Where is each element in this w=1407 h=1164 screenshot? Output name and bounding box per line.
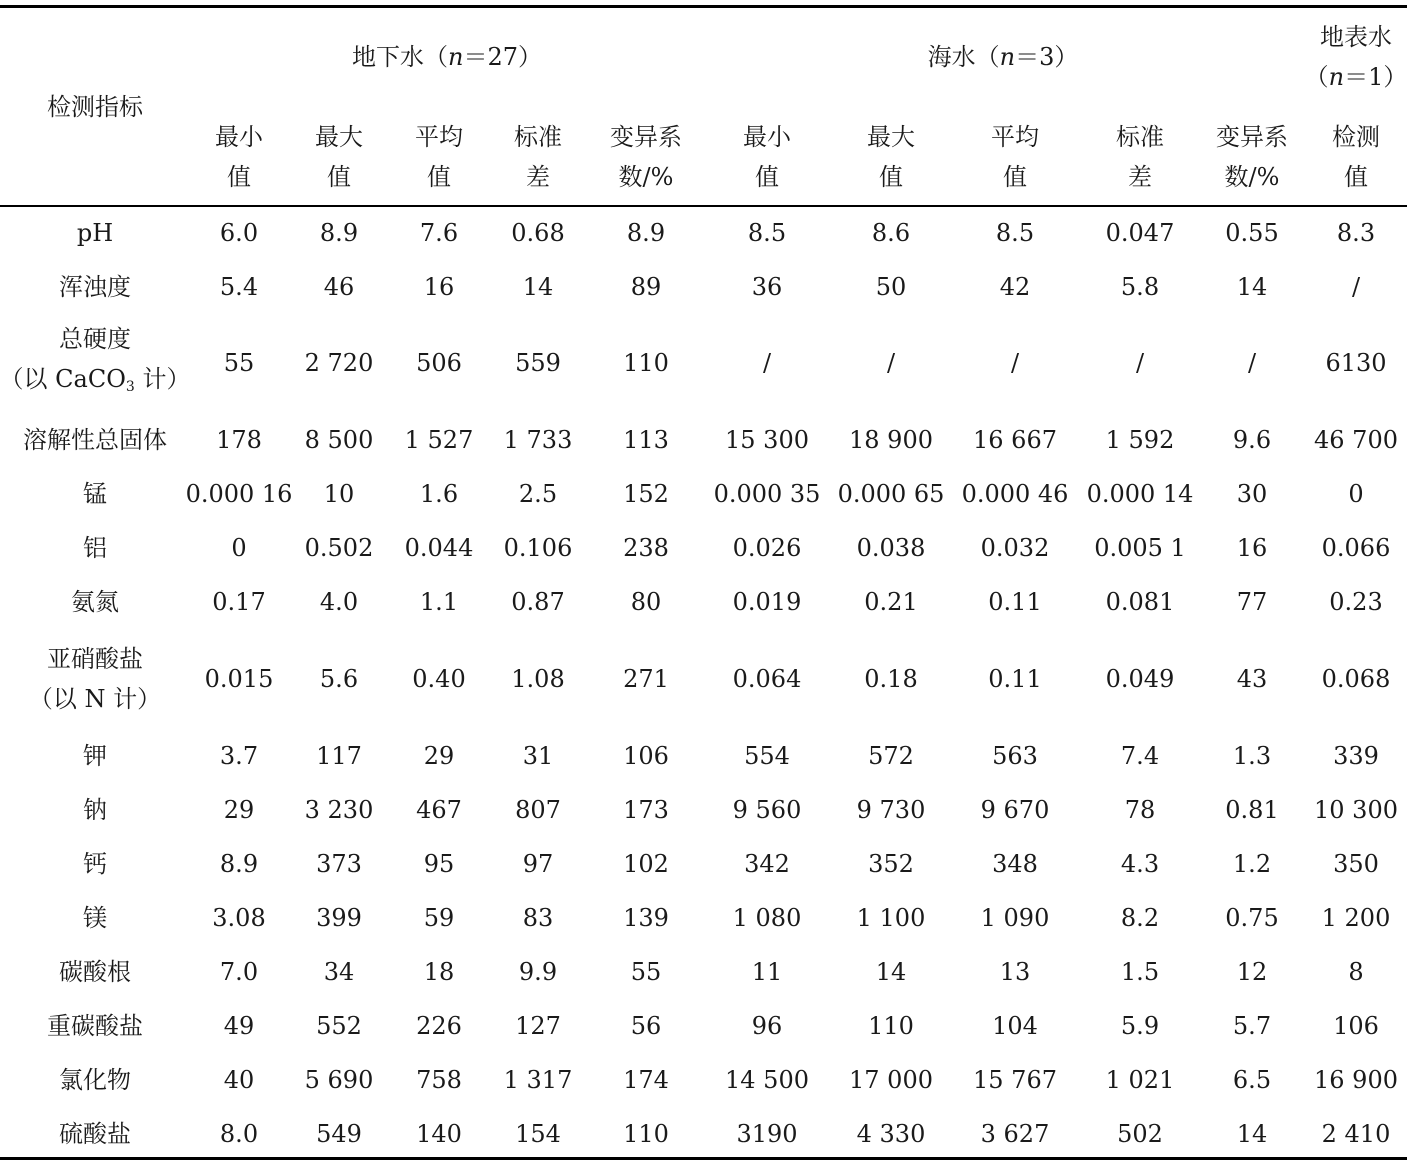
table-cell: 1 021	[1105, 1066, 1175, 1094]
table-cell: 77	[1236, 588, 1268, 616]
header-indicator-label: 检测指标	[47, 93, 143, 121]
table-cell: 1 100	[856, 904, 926, 932]
table-cell: 14 500	[725, 1066, 809, 1094]
subcolumn-header: 检测 值	[1332, 123, 1380, 191]
table-cell: 238	[623, 534, 669, 562]
table-cell: 348	[992, 850, 1038, 878]
table-cell: 399	[316, 904, 362, 932]
table-cell: 18 900	[849, 426, 933, 454]
table-cell: 15 767	[973, 1066, 1057, 1094]
table-cell: 1 317	[503, 1066, 573, 1094]
row-indicator-name: 硫酸盐	[59, 1120, 131, 1148]
table-cell: 8.5	[747, 219, 787, 247]
table-cell: 104	[992, 1012, 1038, 1040]
table-cell: 271	[623, 665, 669, 693]
table-cell: 10 300	[1314, 796, 1398, 824]
table-cell: 178	[216, 426, 262, 454]
table-cell: 13	[999, 958, 1031, 986]
table-cell: 0.026	[732, 534, 802, 562]
table-cell: 0.015	[204, 665, 274, 693]
table-cell: 154	[515, 1120, 561, 1148]
header-surface-water-group: 地表水 （n＝1）	[1304, 23, 1407, 91]
table-cell: 55	[223, 349, 255, 377]
row-indicator-name: 总硬度 （以 CaCO$_3$ 计）	[0, 325, 191, 395]
table-cell: 0.047	[1105, 219, 1175, 247]
table-cell: 16 667	[973, 426, 1057, 454]
table-cell: 0.81	[1225, 796, 1279, 824]
table-cell: 16	[423, 273, 455, 301]
table-cell: 17 000	[849, 1066, 933, 1094]
table-cell: 342	[744, 850, 790, 878]
table-cell: 2 720	[304, 349, 374, 377]
table-cell: 0.005 1	[1094, 534, 1186, 562]
table-cell: 113	[623, 426, 669, 454]
table-cell: 0.000 46	[961, 480, 1069, 508]
table-cell: 95	[423, 850, 455, 878]
table-cell: 5.4	[219, 273, 259, 301]
table-cell: 0.064	[732, 665, 802, 693]
header-groundwater-group: 地下水（n＝27）	[351, 43, 543, 71]
table-cell: 1 200	[1321, 904, 1391, 932]
row-indicator-name: 钙	[83, 850, 107, 878]
table-cell: 0.000 35	[713, 480, 821, 508]
table-cell: 46	[323, 273, 355, 301]
table-cell: 127	[515, 1012, 561, 1040]
table-cell: 4 330	[856, 1120, 926, 1148]
table-cell: 14	[875, 958, 907, 986]
table-cell: 34	[323, 958, 355, 986]
table-cell: 6130	[1325, 349, 1387, 377]
table-cell: 16	[1236, 534, 1268, 562]
subcolumn-header: 最小 值	[743, 123, 791, 191]
row-indicator-name: 氯化物	[59, 1066, 131, 1094]
subcolumn-header: 最小 值	[215, 123, 263, 191]
table-cell: 59	[423, 904, 455, 932]
subcolumn-header: 平均 值	[991, 123, 1039, 191]
table-cell: 1.6	[419, 480, 459, 508]
table-cell: 36	[751, 273, 783, 301]
table-cell: 8.9	[319, 219, 359, 247]
subcolumn-header: 最大 值	[315, 123, 363, 191]
table-bottom-rule	[0, 1157, 1407, 1160]
table-cell: /	[1135, 349, 1145, 377]
table-cell: 14	[1236, 273, 1268, 301]
table-cell: 30	[1236, 480, 1268, 508]
row-indicator-name: pH	[76, 219, 114, 247]
table-cell: 110	[623, 349, 669, 377]
table-cell: 7.6	[419, 219, 459, 247]
table-cell: 0.049	[1105, 665, 1175, 693]
table-cell: 0.55	[1225, 219, 1279, 247]
table-cell: 373	[316, 850, 362, 878]
table-cell: 1.3	[1232, 742, 1272, 770]
table-cell: 758	[416, 1066, 462, 1094]
table-cell: 78	[1124, 796, 1156, 824]
table-cell: 102	[623, 850, 669, 878]
table-cell: 0.000 16	[185, 480, 293, 508]
table-cell: 0.044	[404, 534, 474, 562]
table-cell: 5.9	[1120, 1012, 1160, 1040]
table-cell: 18	[423, 958, 455, 986]
table-cell: 0.17	[212, 588, 266, 616]
table-cell: 0.000 14	[1086, 480, 1194, 508]
table-cell: 0.066	[1321, 534, 1391, 562]
table-cell: 8.5	[995, 219, 1035, 247]
table-cell: 0.502	[304, 534, 374, 562]
table-cell: 0.032	[980, 534, 1050, 562]
table-cell: 1.08	[511, 665, 565, 693]
table-cell: 3.7	[219, 742, 259, 770]
table-cell: 49	[223, 1012, 255, 1040]
row-indicator-name: 氨氮	[71, 588, 119, 616]
row-indicator-name: 溶解性总固体	[23, 426, 167, 454]
table-cell: 467	[416, 796, 462, 824]
table-cell: 1 592	[1105, 426, 1175, 454]
table-cell: 8.3	[1336, 219, 1376, 247]
table-cell: 0	[231, 534, 247, 562]
table-cell: 0.038	[856, 534, 926, 562]
row-indicator-name: 铝	[83, 534, 107, 562]
table-cell: 8.9	[626, 219, 666, 247]
table-cell: 549	[316, 1120, 362, 1148]
table-cell: /	[1351, 273, 1361, 301]
table-cell: /	[1010, 349, 1020, 377]
table-cell: 1 733	[503, 426, 573, 454]
table-cell: 8	[1348, 958, 1364, 986]
table-cell: 15 300	[725, 426, 809, 454]
table-cell: 0.21	[864, 588, 918, 616]
table-top-rule	[0, 5, 1407, 8]
table-cell: 140	[416, 1120, 462, 1148]
table-cell: 8 500	[304, 426, 374, 454]
table-cell: 14	[1236, 1120, 1268, 1148]
table-cell: 807	[515, 796, 561, 824]
table-cell: 0.75	[1225, 904, 1279, 932]
subcolumn-header: 标准 差	[1116, 123, 1164, 191]
table-cell: 40	[223, 1066, 255, 1094]
table-cell: 9.6	[1232, 426, 1272, 454]
table-cell: 152	[623, 480, 669, 508]
table-cell: 31	[522, 742, 554, 770]
table-cell: 42	[999, 273, 1031, 301]
row-indicator-name: 钾	[83, 742, 107, 770]
table-cell: 1.1	[419, 588, 459, 616]
table-cell: 7.0	[219, 958, 259, 986]
table-cell: 0.068	[1321, 665, 1391, 693]
subcolumn-header: 变异系 数/%	[610, 123, 682, 191]
subcolumn-header: 最大 值	[867, 123, 915, 191]
table-cell: 5 690	[304, 1066, 374, 1094]
table-cell: 106	[623, 742, 669, 770]
table-cell: 352	[868, 850, 914, 878]
subcolumn-header: 平均 值	[415, 123, 463, 191]
table-cell: 83	[522, 904, 554, 932]
table-cell: 11	[751, 958, 783, 986]
table-cell: 0.68	[511, 219, 565, 247]
table-cell: 139	[623, 904, 669, 932]
table-cell: 4.0	[319, 588, 359, 616]
table-cell: 0.11	[988, 665, 1042, 693]
table-cell: 559	[515, 349, 561, 377]
table-cell: 110	[868, 1012, 914, 1040]
row-indicator-name: 锰	[83, 480, 107, 508]
table-cell: 554	[744, 742, 790, 770]
table-cell: 6.0	[219, 219, 259, 247]
table-cell: 10	[323, 480, 355, 508]
table-cell: 29	[423, 742, 455, 770]
subcolumn-header: 变异系 数/%	[1216, 123, 1288, 191]
table-header-rule	[0, 205, 1407, 207]
table-cell: 1 080	[732, 904, 802, 932]
table-cell: 7.4	[1120, 742, 1160, 770]
table-cell: 0.081	[1105, 588, 1175, 616]
table-cell: 3190	[736, 1120, 798, 1148]
table-cell: 3 230	[304, 796, 374, 824]
table-cell: 0	[1348, 480, 1364, 508]
table-cell: 1 090	[980, 904, 1050, 932]
table-cell: 50	[875, 273, 907, 301]
table-cell: 3 627	[980, 1120, 1050, 1148]
table-cell: 9 730	[856, 796, 926, 824]
table-cell: 0.11	[988, 588, 1042, 616]
row-indicator-name: 重碳酸盐	[47, 1012, 143, 1040]
table-cell: 16 900	[1314, 1066, 1398, 1094]
table-cell: 117	[316, 742, 362, 770]
table-cell: /	[1247, 349, 1257, 377]
table-cell: 2 410	[1321, 1120, 1391, 1148]
table-cell: 5.6	[319, 665, 359, 693]
table-cell: 8.9	[219, 850, 259, 878]
table-cell: 1 527	[404, 426, 474, 454]
table-cell: 97	[522, 850, 554, 878]
table-cell: 572	[868, 742, 914, 770]
row-indicator-name: 亚硝酸盐 （以 N 计）	[28, 645, 162, 713]
table-cell: 0.40	[412, 665, 466, 693]
table-cell: 106	[1333, 1012, 1379, 1040]
table-cell: 89	[630, 273, 662, 301]
table-cell: 8.6	[871, 219, 911, 247]
table-cell: 226	[416, 1012, 462, 1040]
table-cell: 43	[1236, 665, 1268, 693]
table-cell: 350	[1333, 850, 1379, 878]
table-cell: 8.0	[219, 1120, 259, 1148]
table-cell: 5.8	[1120, 273, 1160, 301]
table-cell: 1.2	[1232, 850, 1272, 878]
table-cell: 4.3	[1120, 850, 1160, 878]
table-cell: 0.106	[503, 534, 573, 562]
table-cell: 339	[1333, 742, 1379, 770]
table-cell: 6.5	[1232, 1066, 1272, 1094]
table-cell: 9.9	[518, 958, 558, 986]
table-cell: /	[886, 349, 896, 377]
table-cell: 174	[623, 1066, 669, 1094]
table-cell: 80	[630, 588, 662, 616]
table-cell: 3.08	[212, 904, 266, 932]
table-cell: 14	[522, 273, 554, 301]
row-indicator-name: 浑浊度	[59, 273, 131, 301]
table-cell: 56	[630, 1012, 662, 1040]
table-cell: 29	[223, 796, 255, 824]
table-cell: 5.7	[1232, 1012, 1272, 1040]
row-indicator-name: 镁	[83, 904, 107, 932]
table-cell: 96	[751, 1012, 783, 1040]
table-cell: 1.5	[1120, 958, 1160, 986]
table-cell: 0.23	[1329, 588, 1383, 616]
table-cell: 502	[1117, 1120, 1163, 1148]
table-cell: 173	[623, 796, 669, 824]
table-cell: 563	[992, 742, 1038, 770]
table-cell: 9 560	[732, 796, 802, 824]
table-cell: 0.87	[511, 588, 565, 616]
table-cell: 55	[630, 958, 662, 986]
table-cell: 0.019	[732, 588, 802, 616]
row-indicator-name: 钠	[83, 796, 107, 824]
table-cell: 0.000 65	[837, 480, 945, 508]
table-cell: 2.5	[518, 480, 558, 508]
table-cell: /	[762, 349, 772, 377]
row-indicator-name: 碳酸根	[59, 958, 131, 986]
table-cell: 8.2	[1120, 904, 1160, 932]
table-cell: 46 700	[1314, 426, 1398, 454]
table-cell: 552	[316, 1012, 362, 1040]
table-cell: 506	[416, 349, 462, 377]
table-cell: 110	[623, 1120, 669, 1148]
table-cell: 9 670	[980, 796, 1050, 824]
subcolumn-header: 标准 差	[514, 123, 562, 191]
table-cell: 12	[1236, 958, 1268, 986]
table-cell: 0.18	[864, 665, 918, 693]
header-seawater-group: 海水（n＝3）	[927, 43, 1079, 71]
